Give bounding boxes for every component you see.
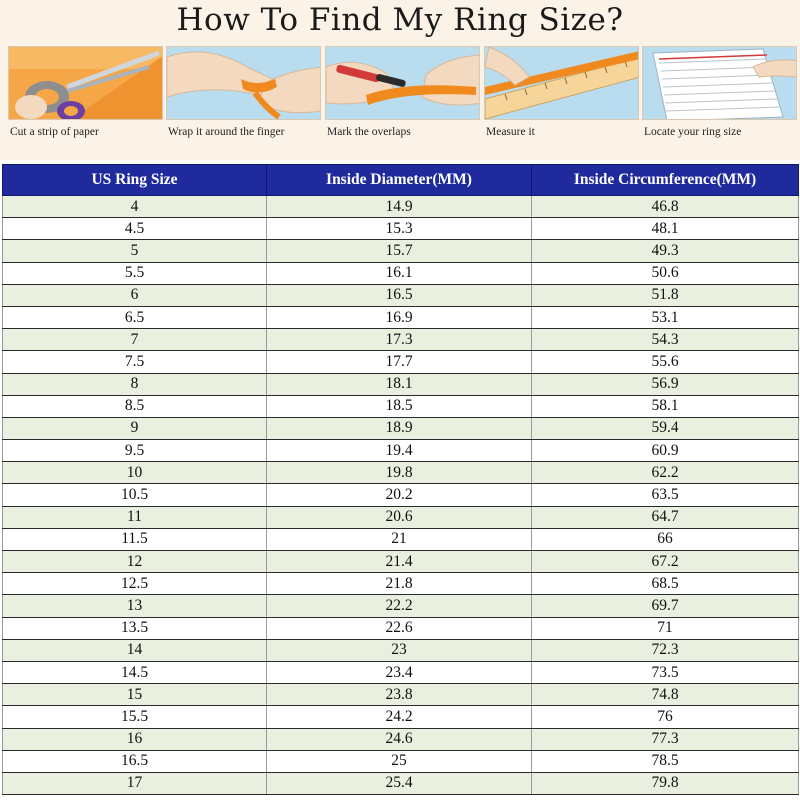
circumference-cell: 62.2 [532, 462, 799, 484]
circumference-cell: 69.7 [532, 595, 799, 617]
chart-illustration [642, 46, 797, 120]
table-row [3, 440, 799, 462]
diameter-cell: 23.8 [267, 684, 532, 706]
table-row [3, 417, 799, 439]
marker-icon [326, 47, 480, 120]
ring-size-table [2, 164, 799, 795]
diameter-cell: 22.2 [267, 595, 532, 617]
circumference-cell: 48.1 [532, 218, 799, 240]
step-caption: Mark the overlaps [327, 126, 411, 138]
us-size-cell: 9.5 [3, 440, 267, 462]
column-header-circumference: Inside Circumference(MM) [532, 165, 799, 196]
us-size-cell: 12.5 [3, 573, 267, 595]
diameter-cell: 15.7 [267, 240, 532, 262]
us-size-cell: 4 [3, 196, 267, 218]
table-row [3, 262, 799, 284]
diameter-cell: 20.6 [267, 506, 532, 528]
wrap-illustration [166, 46, 321, 120]
diameter-cell: 23 [267, 639, 532, 661]
step-wrap-finger [166, 46, 321, 158]
circumference-cell: 68.5 [532, 573, 799, 595]
circumference-cell: 78.5 [532, 750, 799, 772]
table-row [3, 218, 799, 240]
table-row [3, 329, 799, 351]
table-row [3, 772, 799, 794]
diameter-cell: 24.2 [267, 706, 532, 728]
table-header-row [3, 165, 799, 196]
scissors-illustration [8, 46, 163, 120]
us-size-cell: 7 [3, 329, 267, 351]
scissors-icon [9, 47, 163, 120]
step-mark-overlap [325, 46, 480, 158]
circumference-cell: 58.1 [532, 395, 799, 417]
step-caption: Cut a strip of paper [10, 126, 99, 138]
column-header-diameter: Inside Diameter(MM) [267, 165, 532, 196]
step-caption: Measure it [486, 126, 535, 138]
table-row [3, 551, 799, 573]
circumference-cell: 64.7 [532, 506, 799, 528]
table-row [3, 639, 799, 661]
diameter-cell: 16.5 [267, 284, 532, 306]
diameter-cell: 17.7 [267, 351, 532, 373]
circumference-cell: 59.4 [532, 417, 799, 439]
table-row [3, 462, 799, 484]
step-measure [484, 46, 639, 158]
circumference-cell: 66 [532, 528, 799, 550]
us-size-cell: 5 [3, 240, 267, 262]
us-size-cell: 12 [3, 551, 267, 573]
table-row [3, 750, 799, 772]
table-row [3, 617, 799, 639]
us-size-cell: 10 [3, 462, 267, 484]
circumference-cell: 73.5 [532, 661, 799, 683]
diameter-cell: 18.1 [267, 373, 532, 395]
circumference-cell: 77.3 [532, 728, 799, 750]
us-size-cell: 7.5 [3, 351, 267, 373]
circumference-cell: 55.6 [532, 351, 799, 373]
table-row [3, 728, 799, 750]
us-size-cell: 13.5 [3, 617, 267, 639]
us-size-cell: 5.5 [3, 262, 267, 284]
diameter-cell: 22.6 [267, 617, 532, 639]
us-size-cell: 8.5 [3, 395, 267, 417]
step-caption: Wrap it around the finger [168, 126, 285, 138]
table-row [3, 661, 799, 683]
circumference-cell: 76 [532, 706, 799, 728]
circumference-cell: 50.6 [532, 262, 799, 284]
diameter-cell: 15.3 [267, 218, 532, 240]
diameter-cell: 21 [267, 528, 532, 550]
us-size-cell: 14.5 [3, 661, 267, 683]
us-size-cell: 11.5 [3, 528, 267, 550]
us-size-cell: 10.5 [3, 484, 267, 506]
us-size-cell: 15.5 [3, 706, 267, 728]
diameter-cell: 21.8 [267, 573, 532, 595]
table-row [3, 706, 799, 728]
mark-illustration [325, 46, 480, 120]
diameter-cell: 17.3 [267, 329, 532, 351]
table-body [3, 196, 799, 795]
diameter-cell: 25.4 [267, 772, 532, 794]
diameter-cell: 23.4 [267, 661, 532, 683]
table-row [3, 284, 799, 306]
us-size-cell: 6.5 [3, 306, 267, 328]
circumference-cell: 71 [532, 617, 799, 639]
us-size-cell: 4.5 [3, 218, 267, 240]
us-size-cell: 6 [3, 284, 267, 306]
circumference-cell: 79.8 [532, 772, 799, 794]
step-locate-size [642, 46, 797, 158]
measure-illustration [484, 46, 639, 120]
us-size-cell: 17 [3, 772, 267, 794]
diameter-cell: 19.4 [267, 440, 532, 462]
table-row [3, 351, 799, 373]
diameter-cell: 14.9 [267, 196, 532, 218]
table-row [3, 506, 799, 528]
circumference-cell: 60.9 [532, 440, 799, 462]
diameter-cell: 18.5 [267, 395, 532, 417]
us-size-cell: 11 [3, 506, 267, 528]
diameter-cell: 19.8 [267, 462, 532, 484]
step-cut-paper [8, 46, 163, 158]
table-row [3, 684, 799, 706]
diameter-cell: 24.6 [267, 728, 532, 750]
table-row [3, 240, 799, 262]
diameter-cell: 16.1 [267, 262, 532, 284]
circumference-cell: 54.3 [532, 329, 799, 351]
us-size-cell: 15 [3, 684, 267, 706]
table-row [3, 528, 799, 550]
us-size-cell: 13 [3, 595, 267, 617]
circumference-cell: 63.5 [532, 484, 799, 506]
circumference-cell: 74.8 [532, 684, 799, 706]
instructions-banner [0, 0, 800, 160]
circumference-cell: 49.3 [532, 240, 799, 262]
us-size-cell: 9 [3, 417, 267, 439]
table-row [3, 196, 799, 218]
us-size-cell: 16.5 [3, 750, 267, 772]
steps-strip [0, 46, 800, 158]
table-row [3, 573, 799, 595]
circumference-cell: 46.8 [532, 196, 799, 218]
diameter-cell: 18.9 [267, 417, 532, 439]
table-row [3, 373, 799, 395]
diameter-cell: 20.2 [267, 484, 532, 506]
diameter-cell: 16.9 [267, 306, 532, 328]
column-header-us-size: US Ring Size [3, 165, 267, 196]
circumference-cell: 67.2 [532, 551, 799, 573]
size-chart-icon [643, 47, 797, 120]
ring-size-table-container [0, 164, 800, 800]
circumference-cell: 51.8 [532, 284, 799, 306]
circumference-cell: 72.3 [532, 639, 799, 661]
circumference-cell: 53.1 [532, 306, 799, 328]
ruler-icon [485, 47, 639, 120]
page-title: How To Find My Ring Size? [176, 2, 624, 38]
diameter-cell: 25 [267, 750, 532, 772]
step-caption: Locate your ring size [644, 126, 742, 138]
us-size-cell: 14 [3, 639, 267, 661]
circumference-cell: 56.9 [532, 373, 799, 395]
us-size-cell: 16 [3, 728, 267, 750]
table-row [3, 595, 799, 617]
table-row [3, 395, 799, 417]
table-row [3, 306, 799, 328]
table-row [3, 484, 799, 506]
us-size-cell: 8 [3, 373, 267, 395]
hand-icon [167, 47, 321, 120]
diameter-cell: 21.4 [267, 551, 532, 573]
